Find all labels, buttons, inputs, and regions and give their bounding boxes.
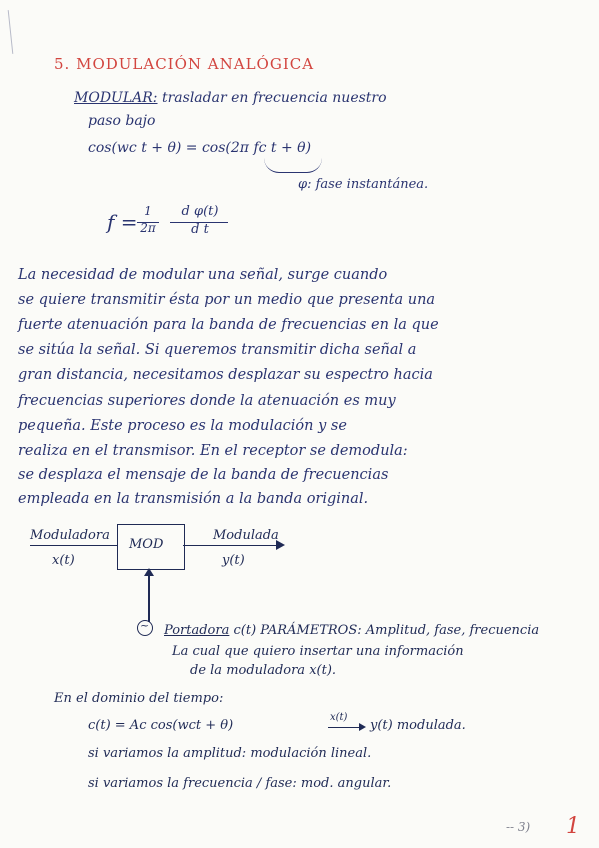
modulated-result: y(t) modulada. bbox=[370, 718, 466, 733]
paragraph-line: empleada en la transmisión a la banda original. bbox=[18, 491, 369, 507]
paragraph-line: realiza en el transmisor. En el receptor se demodula: bbox=[18, 443, 408, 459]
carrier-note-1: La cual que quiero insertar una información bbox=[172, 644, 464, 659]
freq-fraction-a bbox=[137, 204, 159, 235]
freq-symbol: f = bbox=[107, 210, 138, 234]
transform-arrow bbox=[328, 727, 362, 728]
paragraph-line: frecuencias superiores donde la atenuación es muy bbox=[18, 393, 396, 409]
paragraph-line: gran distancia, necesitamos desplazar su espectro hacia bbox=[18, 367, 433, 383]
page-number: 1 bbox=[566, 814, 580, 839]
input-label: Moduladora bbox=[30, 528, 110, 543]
carrier-symbol: ~ bbox=[140, 619, 150, 632]
carrier-line bbox=[148, 570, 150, 622]
paragraph-line: fuerte atenuación para la banda de frecuencias en la que bbox=[18, 317, 439, 333]
paragraph-line: se desplaza el mensaje de la banda de frecuencias bbox=[18, 467, 389, 483]
carrier-row bbox=[164, 623, 539, 638]
paragraph-line: pequeña. Este proceso es la modulación y se bbox=[18, 418, 347, 434]
transform-arrow-icon bbox=[359, 723, 366, 731]
freq-fraction-b bbox=[170, 204, 230, 237]
freq-fraction-b-num: d φ(t) bbox=[181, 204, 219, 219]
output-label: Modulada bbox=[213, 528, 279, 543]
carrier-equation: c(t) = Ac cos(wct + θ) bbox=[88, 718, 234, 733]
cosine-equation: cos(wc t + θ) = cos(2π fc t + θ) bbox=[88, 140, 312, 156]
freq-fraction-a-den: 2π bbox=[140, 221, 156, 235]
freq-fraction-b-den: d t bbox=[191, 222, 209, 237]
frequency-line: si variamos la frecuencia / fase: mod. angular. bbox=[88, 776, 392, 791]
fraction-bar bbox=[170, 222, 228, 223]
amplitude-line: si variamos la amplitud: modulación lineal. bbox=[88, 746, 372, 761]
carrier-signal: c(t) bbox=[233, 623, 257, 638]
paragraph-line: se sitúa la señal. Si queremos transmitir dicha señal a bbox=[18, 342, 417, 358]
carrier-note-2: de la moduladora x(t). bbox=[190, 663, 337, 678]
input-line bbox=[30, 545, 117, 546]
time-domain-header: En el dominio del tiempo: bbox=[54, 691, 224, 706]
parameters-text: PARÁMETROS: Amplitud, fase, frecuencia bbox=[260, 623, 540, 638]
definition-line-2: paso bajo bbox=[88, 113, 156, 129]
definition-line-1 bbox=[74, 90, 387, 106]
fraction-bar bbox=[137, 222, 159, 223]
carrier-arrow-icon bbox=[144, 568, 154, 576]
definition-term: MODULAR: bbox=[74, 90, 158, 106]
input-signal: x(t) bbox=[52, 553, 75, 568]
paragraph-line: se quiere transmitir ésta por un medio que presenta una bbox=[18, 292, 436, 308]
underbrace bbox=[264, 158, 322, 173]
carrier-label: Portadora bbox=[164, 623, 230, 638]
modulator-label: MOD bbox=[129, 537, 164, 552]
margin-mark bbox=[8, 10, 14, 54]
page-title: 5. MODULACIÓN ANALÓGICA bbox=[54, 55, 315, 73]
arrow-label: x(t) bbox=[330, 712, 348, 723]
definition-text-1: trasladar en frecuencia nuestro bbox=[161, 90, 387, 106]
phase-note: φ: fase instantánea. bbox=[298, 177, 429, 192]
output-line bbox=[183, 545, 283, 546]
freq-fraction-a-num: 1 bbox=[144, 204, 152, 218]
paragraph-line: La necesidad de modular una señal, surge cuando bbox=[18, 267, 388, 283]
footer-mark: -- 3) bbox=[506, 820, 531, 834]
output-signal: y(t) bbox=[222, 553, 245, 568]
